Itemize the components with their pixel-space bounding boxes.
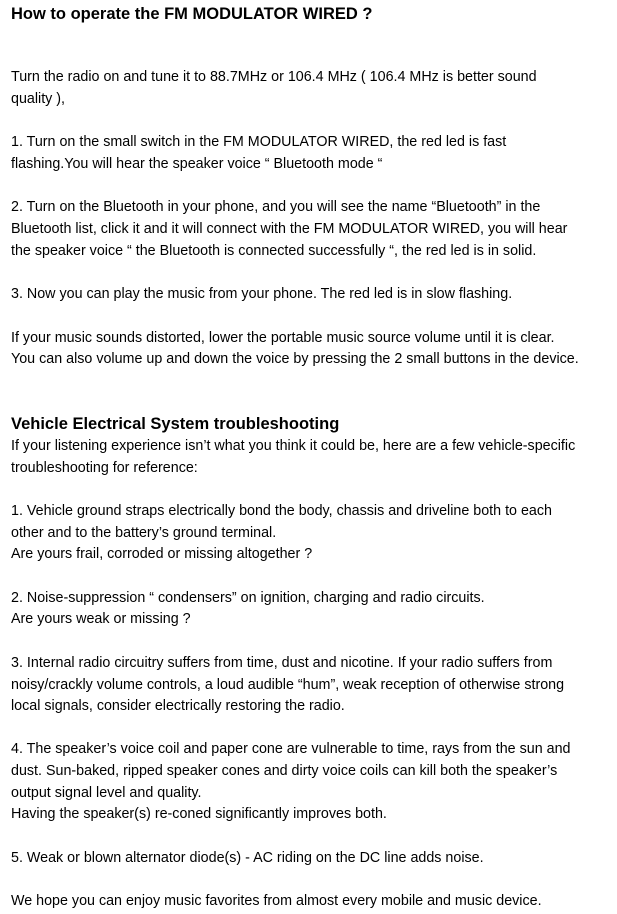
item2-line-2: Are yours weak or missing ? — [11, 611, 191, 627]
item4-line-3: output signal level and quality. — [11, 785, 202, 801]
item4-line-4: Having the speaker(s) re-coned significantly improves both. — [11, 806, 387, 822]
note-line-2: You can also volume up and down the voice by pressing the 2 small buttons in the device. — [11, 351, 579, 367]
item4-line-1: 4. The speaker’s voice coil and paper cone are vulnerable to time, rays from the sun and — [11, 741, 571, 757]
item4-line-2: dust. Sun-baked, ripped speaker cones and dirty voice coils can kill both the speaker’s — [11, 763, 558, 779]
closing-line-1: We hope you can enjoy music favorites from almost every mobile and music device. — [11, 893, 542, 909]
item2-line-1: 2. Noise-suppression “ condensers” on ignition, charging and radio circuits. — [11, 590, 485, 606]
item3-line-1: 3. Internal radio circuitry suffers from time, dust and nicotine. If your radio suffers from — [11, 655, 553, 671]
step3-line-1: 3. Now you can play the music from your phone. The red led is in slow flashing. — [11, 286, 513, 302]
troubleshooting-intro-line-1: If your listening experience isn’t what you think it could be, here are a few vehicle-specific — [11, 438, 576, 454]
item3-line-3: local signals, consider electrically restoring the radio. — [11, 698, 345, 714]
note-line-1: If your music sounds distorted, lower the portable music source volume until it is clear. — [11, 330, 555, 346]
intro-line-1: Turn the radio on and tune it to 88.7MHz or 106.4 MHz ( 106.4 MHz is better sound — [11, 69, 537, 85]
intro-line-2: quality ), — [11, 91, 66, 107]
step2-line-2: Bluetooth list, click it and it will connect with the FM MODULATOR WIRED, you will hear — [11, 221, 568, 237]
item5-line-1: 5. Weak or blown alternator diode(s) - AC riding on the DC line adds noise. — [11, 850, 484, 866]
step2-line-1: 2. Turn on the Bluetooth in your phone, and you will see the name “Bluetooth” in the — [11, 199, 541, 215]
troubleshooting-intro-line-2: troubleshooting for reference: — [11, 460, 198, 476]
item1-line-1: 1. Vehicle ground straps electrically bond the body, chassis and driveline both to each — [11, 503, 552, 519]
step1-line-2: flashing.You will hear the speaker voice “ Bluetooth mode “ — [11, 156, 383, 172]
troubleshooting-heading: Vehicle Electrical System troubleshooting — [11, 415, 340, 433]
step1-line-1: 1. Turn on the small switch in the FM MODULATOR WIRED, the red led is fast — [11, 134, 507, 150]
operation-heading: How to operate the FM MODULATOR WIRED ? — [11, 5, 373, 23]
item1-line-3: Are yours frail, corroded or missing altogether ? — [11, 546, 313, 562]
item3-line-2: noisy/crackly volume controls, a loud audible “hum”, weak reception of otherwise strong — [11, 677, 565, 693]
step2-line-3: the speaker voice “ the Bluetooth is connected successfully “, the red led is in solid. — [11, 243, 537, 259]
item1-line-2: other and to the battery’s ground terminal. — [11, 525, 277, 541]
